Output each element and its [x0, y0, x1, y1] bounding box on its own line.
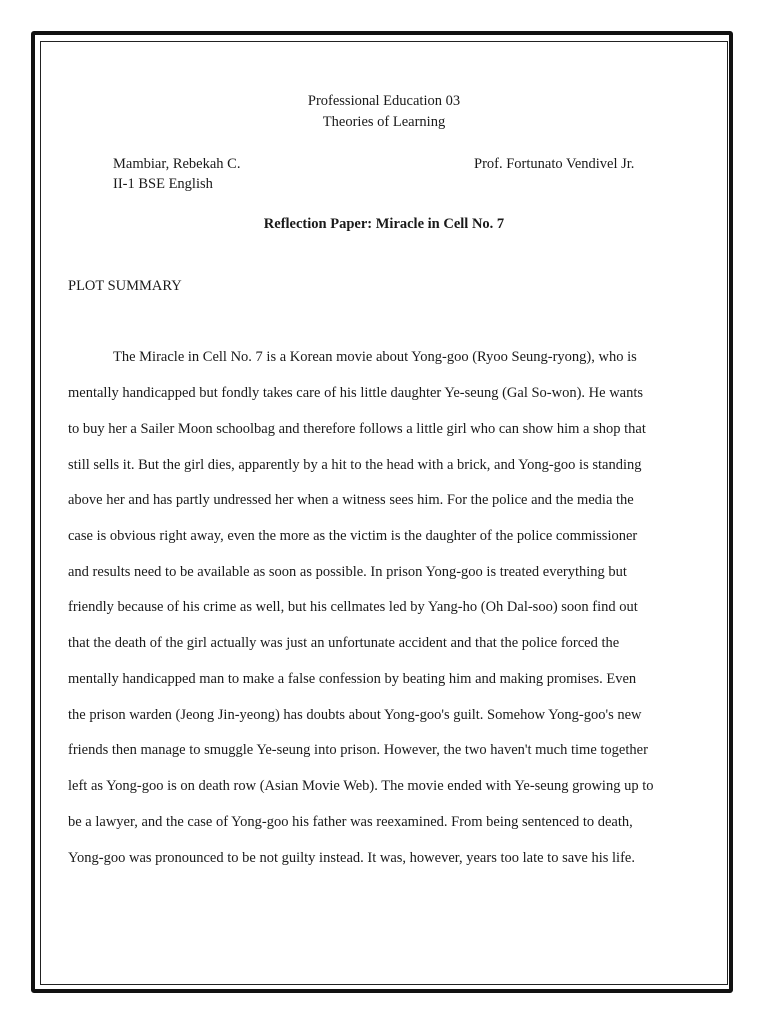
- paragraph-line: and results need to be available as soon as possible. In prison Yong-goo is treated everything but: [68, 564, 627, 580]
- student-section: II-1 BSE English: [113, 176, 213, 192]
- paragraph-line: to buy her a Sailer Moon schoolbag and therefore follows a little girl who can show him a shop that: [68, 421, 646, 437]
- course-title: Professional Education 03: [307, 93, 461, 109]
- section-heading: PLOT SUMMARY: [68, 278, 182, 294]
- professor-name: Prof. Fortunato Vendivel Jr.: [474, 156, 635, 172]
- paragraph-line: case is obvious right away, even the more as the victim is the daughter of the police commissioner: [68, 528, 638, 544]
- paragraph-line: be a lawyer, and the case of Yong-goo his father was reexamined. From being sentenced to death,: [68, 814, 633, 830]
- subject-title: Theories of Learning: [322, 114, 446, 130]
- paragraph-line: that the death of the girl actually was just an unfortunate accident and that the police forced the: [68, 635, 620, 651]
- paper-title: Reflection Paper: Miracle in Cell No. 7: [263, 216, 505, 232]
- paragraph-line: the prison warden (Jeong Jin-yeong) has doubts about Yong-goo's guilt. Somehow Yong-goo's new: [68, 707, 642, 723]
- paragraph-line: friendly because of his crime as well, but his cellmates led by Yang-ho (Oh Dal-soo) soon find out: [68, 599, 638, 615]
- paragraph-line: left as Yong-goo is on death row (Asian Movie Web). The movie ended with Ye-seung growing up to: [68, 778, 654, 794]
- student-name: Mambiar, Rebekah C.: [113, 156, 241, 172]
- paragraph-line: mentally handicapped but fondly takes care of his little daughter Ye-seung (Gal So-won). He wants: [68, 385, 644, 401]
- paragraph-line: still sells it. But the girl dies, apparently by a hit to the head with a brick, and Yong-goo is standing: [68, 457, 642, 473]
- paragraph-line: Yong-goo was pronounced to be not guilty instead. It was, however, years too late to save his life.: [68, 850, 635, 866]
- paragraph-line: The Miracle in Cell No. 7 is a Korean movie about Yong-goo (Ryoo Seung-ryong), who is: [113, 349, 637, 365]
- paragraph-line: above her and has partly undressed her when a witness sees him. For the police and the media the: [68, 492, 634, 508]
- paragraph-line: mentally handicapped man to make a false confession by beating him and making promises. Even: [68, 671, 637, 687]
- paragraph-line: friends then manage to smuggle Ye-seung into prison. However, the two haven't much time together: [68, 742, 648, 758]
